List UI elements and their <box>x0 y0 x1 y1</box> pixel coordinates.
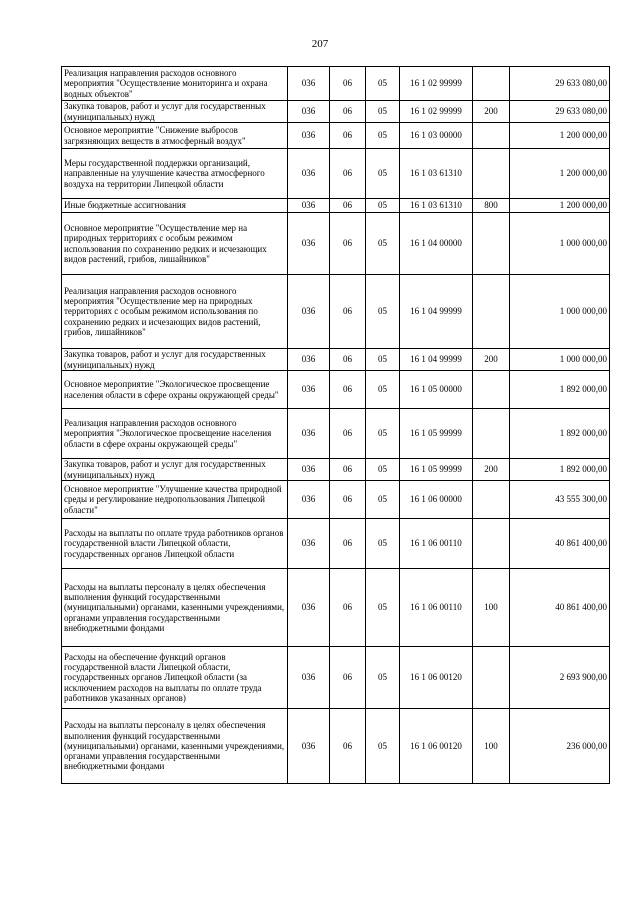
row-code-cell: 036 <box>288 199 330 213</box>
row-name-cell: Закупка товаров, работ и услуг для государственных (муниципальных) нужд <box>62 349 288 371</box>
row-amount-cell: 236 000,00 <box>510 709 610 784</box>
row-target-cell: 16 1 03 61310 <box>400 149 473 199</box>
row-type-cell: 200 <box>473 349 510 371</box>
row-type-cell <box>473 213 510 275</box>
row-name-cell: Реализация направления расходов основного мероприятия "Осуществление мониторинга и охрана водных объектов" <box>62 67 288 101</box>
row-code-cell: 036 <box>288 123 330 149</box>
row-name-cell: Закупка товаров, работ и услуг для государственных (муниципальных) нужд <box>62 459 288 481</box>
row-amount-cell: 1 892 000,00 <box>510 371 610 409</box>
row-subsection-cell: 05 <box>366 569 400 647</box>
row-type-cell: 200 <box>473 101 510 123</box>
row-name-cell: Иные бюджетные ассигнования <box>62 199 288 213</box>
row-subsection-cell: 05 <box>366 519 400 569</box>
row-target-cell: 16 1 03 00000 <box>400 123 473 149</box>
row-code-cell: 036 <box>288 275 330 349</box>
row-target-cell: 16 1 05 00000 <box>400 371 473 409</box>
row-section-cell: 06 <box>330 647 366 709</box>
row-subsection-cell: 05 <box>366 213 400 275</box>
row-type-cell <box>473 149 510 199</box>
row-section-cell: 06 <box>330 459 366 481</box>
row-name-cell: Расходы на обеспечение функций органов государственной власти Липецкой области, государственных органов Липецкой области (за исключением расходов на выплаты по оплате труда работников указанных органов) <box>62 647 288 709</box>
table-row <box>62 709 610 784</box>
row-name-cell: Расходы на выплаты персоналу в целях обеспечения выполнения функций государственными (муниципальными) органами, казенными учреждениями, органами управления государственными внебюджетными фондами <box>62 569 288 647</box>
row-subsection-cell: 05 <box>366 349 400 371</box>
row-target-cell: 16 1 04 00000 <box>400 213 473 275</box>
table-row <box>62 409 610 459</box>
row-amount-cell: 43 555 300,00 <box>510 481 610 519</box>
row-name-cell: Реализация направления расходов основного мероприятия "Экологическое просвещение населения области в сфере охраны окружающей среды" <box>62 409 288 459</box>
row-code-cell: 036 <box>288 101 330 123</box>
row-subsection-cell: 05 <box>366 199 400 213</box>
row-amount-cell: 29 633 080,00 <box>510 67 610 101</box>
row-amount-cell: 1 000 000,00 <box>510 275 610 349</box>
row-type-cell <box>473 123 510 149</box>
row-section-cell: 06 <box>330 709 366 784</box>
row-subsection-cell: 05 <box>366 275 400 349</box>
row-amount-cell: 1 200 000,00 <box>510 199 610 213</box>
row-section-cell: 06 <box>330 371 366 409</box>
row-code-cell: 036 <box>288 213 330 275</box>
row-type-cell: 100 <box>473 569 510 647</box>
row-section-cell: 06 <box>330 409 366 459</box>
row-amount-cell: 40 861 400,00 <box>510 519 610 569</box>
row-code-cell: 036 <box>288 371 330 409</box>
row-section-cell: 06 <box>330 199 366 213</box>
row-code-cell: 036 <box>288 349 330 371</box>
row-name-cell: Основное мероприятие "Снижение выбросов загрязняющих веществ в атмосферный воздух" <box>62 123 288 149</box>
row-target-cell: 16 1 02 99999 <box>400 67 473 101</box>
row-type-cell: 800 <box>473 199 510 213</box>
row-type-cell <box>473 409 510 459</box>
table-row <box>62 371 610 409</box>
table-row <box>62 275 610 349</box>
row-code-cell: 036 <box>288 67 330 101</box>
row-code-cell: 036 <box>288 647 330 709</box>
row-name-cell: Основное мероприятие "Улучшение качества природной среды и регулирование недропользования Липецкой области" <box>62 481 288 519</box>
row-section-cell: 06 <box>330 481 366 519</box>
row-name-cell: Закупка товаров, работ и услуг для государственных (муниципальных) нужд <box>62 101 288 123</box>
row-target-cell: 16 1 06 00110 <box>400 569 473 647</box>
table-row <box>62 67 610 101</box>
row-amount-cell: 1 892 000,00 <box>510 459 610 481</box>
table-row <box>62 213 610 275</box>
row-type-cell: 100 <box>473 709 510 784</box>
row-subsection-cell: 05 <box>366 459 400 481</box>
row-name-cell: Расходы на выплаты по оплате труда работников органов государственной власти Липецкой области, государственных органов Липецкой области <box>62 519 288 569</box>
row-type-cell <box>473 275 510 349</box>
row-target-cell: 16 1 03 61310 <box>400 199 473 213</box>
budget-table-body <box>62 67 610 784</box>
row-section-cell: 06 <box>330 123 366 149</box>
row-target-cell: 16 1 06 00120 <box>400 647 473 709</box>
row-type-cell <box>473 371 510 409</box>
table-row <box>62 123 610 149</box>
row-code-cell: 036 <box>288 481 330 519</box>
row-target-cell: 16 1 06 00000 <box>400 481 473 519</box>
row-target-cell: 16 1 04 99999 <box>400 275 473 349</box>
table-row <box>62 647 610 709</box>
row-target-cell: 16 1 04 99999 <box>400 349 473 371</box>
row-amount-cell: 2 693 900,00 <box>510 647 610 709</box>
row-subsection-cell: 05 <box>366 709 400 784</box>
row-section-cell: 06 <box>330 275 366 349</box>
row-name-cell: Расходы на выплаты персоналу в целях обеспечения выполнения функций государственными (муниципальными) органами, казенными учреждениями, органами управления государственными внебюджетными фондами <box>62 709 288 784</box>
row-subsection-cell: 05 <box>366 371 400 409</box>
row-name-cell: Меры государственной поддержки организаций, направленные на улучшение качества атмосферного воздуха на территории Липецкой области <box>62 149 288 199</box>
row-type-cell <box>473 67 510 101</box>
table-row <box>62 569 610 647</box>
row-name-cell: Реализация направления расходов основного мероприятия "Осуществление мер на природных территориях с особым режимом использования по сохранению редких и исчезающих видов растений, грибов, лишайников" <box>62 275 288 349</box>
row-code-cell: 036 <box>288 569 330 647</box>
row-code-cell: 036 <box>288 459 330 481</box>
row-amount-cell: 1 000 000,00 <box>510 349 610 371</box>
row-code-cell: 036 <box>288 409 330 459</box>
row-amount-cell: 1 892 000,00 <box>510 409 610 459</box>
row-subsection-cell: 05 <box>366 149 400 199</box>
row-type-cell: 200 <box>473 459 510 481</box>
table-row <box>62 459 610 481</box>
row-amount-cell: 40 861 400,00 <box>510 569 610 647</box>
row-amount-cell: 29 633 080,00 <box>510 101 610 123</box>
row-subsection-cell: 05 <box>366 123 400 149</box>
row-type-cell <box>473 481 510 519</box>
row-amount-cell: 1 200 000,00 <box>510 149 610 199</box>
row-name-cell: Основное мероприятие "Осуществление мер на природных территориях с особым режимом использования по сохранению редких и исчезающих видов растений, грибов, лишайников" <box>62 213 288 275</box>
row-subsection-cell: 05 <box>366 67 400 101</box>
row-section-cell: 06 <box>330 67 366 101</box>
row-section-cell: 06 <box>330 213 366 275</box>
row-target-cell: 16 1 06 00120 <box>400 709 473 784</box>
table-row <box>62 199 610 213</box>
row-name-cell: Основное мероприятие "Экологическое просвещение населения области в сфере охраны окружающей среды" <box>62 371 288 409</box>
row-code-cell: 036 <box>288 519 330 569</box>
row-section-cell: 06 <box>330 519 366 569</box>
row-target-cell: 16 1 06 00110 <box>400 519 473 569</box>
row-subsection-cell: 05 <box>366 481 400 519</box>
budget-table <box>61 66 610 784</box>
row-code-cell: 036 <box>288 709 330 784</box>
row-subsection-cell: 05 <box>366 101 400 123</box>
row-type-cell <box>473 519 510 569</box>
row-amount-cell: 1 200 000,00 <box>510 123 610 149</box>
row-section-cell: 06 <box>330 149 366 199</box>
row-section-cell: 06 <box>330 101 366 123</box>
row-target-cell: 16 1 05 99999 <box>400 409 473 459</box>
table-row <box>62 349 610 371</box>
row-target-cell: 16 1 02 99999 <box>400 101 473 123</box>
table-row <box>62 519 610 569</box>
row-target-cell: 16 1 05 99999 <box>400 459 473 481</box>
row-subsection-cell: 05 <box>366 647 400 709</box>
row-section-cell: 06 <box>330 569 366 647</box>
row-amount-cell: 1 000 000,00 <box>510 213 610 275</box>
row-code-cell: 036 <box>288 149 330 199</box>
row-subsection-cell: 05 <box>366 409 400 459</box>
page-number: 207 <box>311 38 329 50</box>
table-row <box>62 481 610 519</box>
row-section-cell: 06 <box>330 349 366 371</box>
table-row <box>62 149 610 199</box>
row-type-cell <box>473 647 510 709</box>
table-row <box>62 101 610 123</box>
